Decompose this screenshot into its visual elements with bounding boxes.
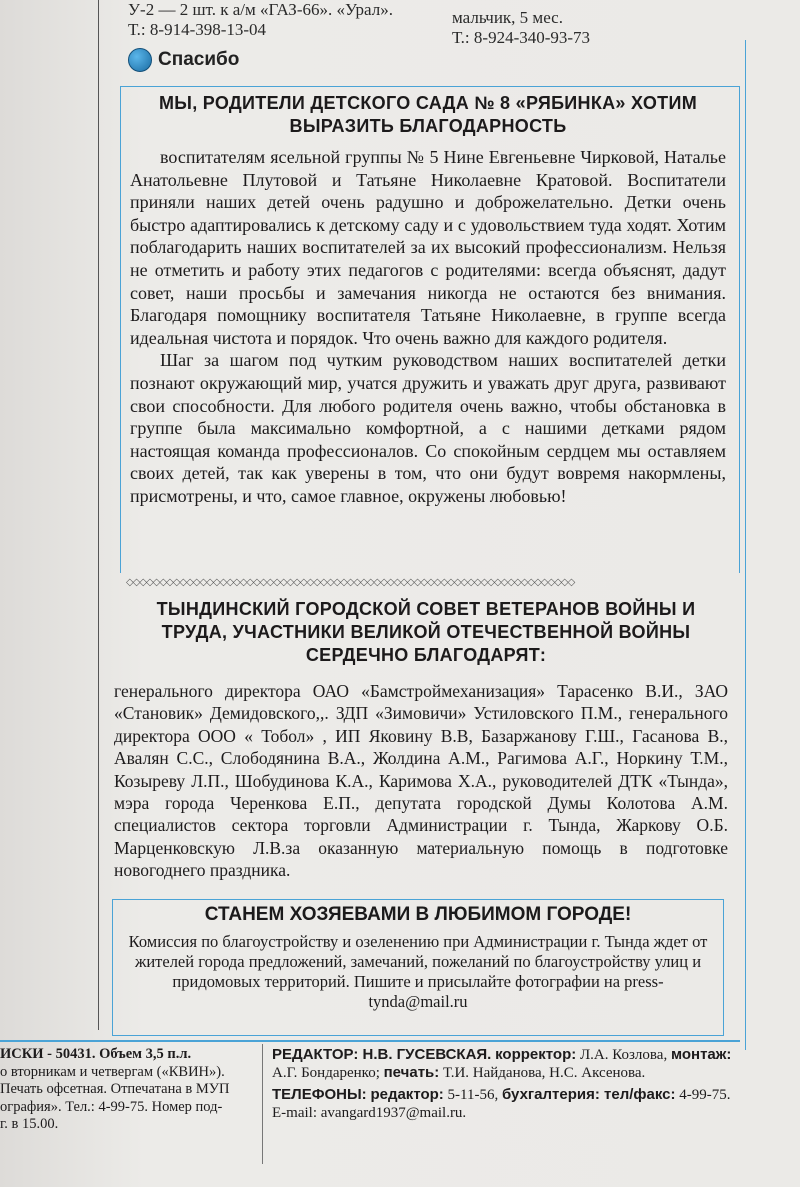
article2-body: генерального директора ОАО «Бамстроймеханизация» Тарасенко В.И., ЗАО «Становик» Демидовского,,. ЗДП «Зимовичи» Устиловского П.М., генерального директора ООО « Тобол» , ИП Яковину В.В, Базаржанову Г.Ш., Гасанова В., Авалян С.С., Слободянина В.А., Жолдина А.М., Рагимова А.Г., Норкину Т.М., Козыреву Л.П., Шобудинова К.А., Каримова Х.А., руководителей ДТК «Тында», мэра города Черенкова Е.П., депутата городской Думы Колотова А.М. специалистов сектора торговли Администрации г. Тында, Жаркову О.Б. Марценковскую Л.В.за оказанную материальную помощь в подготовке новогоднего праздника. — [114, 681, 728, 881]
notice-title: СТАНЕМ ХОЗЯЕВАМИ В ЛЮБИМОМ ГОРОДЕ! — [204, 904, 632, 925]
left-column-faded-text — [0, 10, 95, 490]
section-title: Спасибо — [158, 49, 240, 70]
imprint-line-2: о вторникам и четвергам («КВИН»). — [0, 1063, 225, 1080]
article1-paragraph-2: Шаг за шагом под чутким руководством наших воспитателей детки познают окружающий мир, учатся дружить и уважать друг друга, развивают свои способности. Для любого родителя очень важно, чтобы обстановка в группе была максимально комфортной, а с нашими детками рядом настоящая команда профессионалов. Со спокойным сердцем мы оставляем своих детей, так как уверены в том, что они будут вовремя накормлены, присмотрены, и что, самое главное, окружены любовью! — [130, 350, 726, 506]
right-column-faded-text — [752, 10, 800, 910]
corrector-name: Л.А. Козлова, — [579, 1047, 668, 1063]
print-label: печать: — [383, 1064, 440, 1081]
section-header — [128, 46, 239, 74]
footer-staff — [272, 1046, 732, 1122]
notice-box — [112, 899, 724, 1036]
ad-right-text: мальчик, 5 мес. — [452, 8, 563, 27]
footer-rule — [0, 1040, 740, 1042]
ornamental-divider: ◇◇◇◇◇◇◇◇◇◇◇◇◇◇◇◇◇◇◇◇◇◇◇◇◇◇◇◇◇◇◇◇◇◇◇◇◇◇◇◇◇◇◇◇◇◇◇◇◇◇◇◇◇◇◇◇◇◇◇◇◇◇◇◇◇◇◇ — [126, 578, 575, 588]
column-rule-left — [98, 0, 99, 1030]
phones-label: ТЕЛЕФОНЫ: — [272, 1086, 367, 1103]
ad-right — [452, 8, 742, 48]
imprint-line-1: ИСКИ - 50431. Объем 3,5 п.л. — [0, 1046, 192, 1062]
staff-block — [272, 1046, 732, 1082]
corrector-label: корректор: — [495, 1046, 577, 1063]
imprint-line-4: ография». Тел.: 4-99-75. Номер под- — [0, 1098, 223, 1115]
montage-label: монтаж: — [670, 1046, 732, 1063]
ad-left-text: У-2 — 2 шт. к а/м «ГАЗ-66». «Урал». — [128, 0, 393, 19]
column-rule-right — [745, 40, 746, 1050]
montage-name: А.Г. Бондаренко; — [272, 1065, 380, 1081]
notice-text: Комиссия по благоустройству и озеленению при Администрации г. Тында ждет от жителей города предложений, замечаний, пожеланий по благоустройству улиц и придомовых территорий. Пишите и присылайте фотографии на press-tynda@mail.ru — [128, 932, 708, 1011]
email-label: E-mail: — [272, 1105, 317, 1121]
article1-paragraph-1: воспитателям ясельной группы № 5 Нине Евгеньевне Чирковой, Наталье Анатольевне Плутовой и Татьяне Николаевне Кратовой. Воспитатели приняли наших детей очень радушно и доброжелательно. Детки очень быстро адаптировались к детскому саду и с удовольствием туда ходят. Хотим поблагодарить наших воспитателей за их высокий профессионализм. Нельзя не отметить и работу этих педагогов с родителями: всегда объяснят, дадут совет, наши просьбы и замечания никогда не остаются без внимания. Благодаря помощнику воспитателя Татьяне Николаевне, в группе всегда идеальная чистота и порядок. Что очень важно для каждого родителя. — [130, 147, 726, 348]
footer-imprint — [0, 1046, 256, 1134]
print-names: Т.И. Найданова, Н.С. Аксенова. — [443, 1065, 646, 1081]
imprint-line-5: г. в 15.00. — [0, 1116, 59, 1132]
ad-right-phone: Т.: 8-924-340-93-73 — [452, 28, 591, 47]
article1-body — [130, 146, 726, 508]
ad-left — [128, 0, 428, 40]
info-bubble-icon — [128, 48, 152, 72]
editor-phone-label: редактор: — [370, 1086, 444, 1103]
accounting-label: бухгалтерия: тел/факс: — [501, 1086, 676, 1103]
article1-headline: МЫ, РОДИТЕЛИ ДЕТСКОГО САДА № 8 «РЯБИНКА» ХОТИМ ВЫРАЗИТЬ БЛАГОДАРНОСТЬ — [158, 93, 698, 136]
editor-label: РЕДАКТОР: Н.В. ГУСЕВСКАЯ. — [272, 1046, 492, 1063]
phones-block — [272, 1086, 732, 1122]
imprint-line-3: Печать офсетная. Отпечатана в МУП — [0, 1081, 230, 1097]
accounting-phone: 4-99-75. — [679, 1087, 731, 1103]
editor-phone: 5-11-56, — [447, 1087, 499, 1103]
article2-headline: ТЫНДИНСКИЙ ГОРОДСКОЙ СОВЕТ ВЕТЕРАНОВ ВОЙНЫ И ТРУДА, УЧАСТНИКИ ВЕЛИКОЙ ОТЕЧЕСТВЕННОЙ ВОЙНЫ СЕРДЕЧНО БЛАГОДАРЯТ: — [156, 599, 696, 665]
email-address[interactable]: avangard1937@mail.ru. — [320, 1105, 467, 1121]
footer-divider — [262, 1044, 263, 1164]
ad-left-phone: Т.: 8-914-398-13-04 — [128, 20, 267, 39]
